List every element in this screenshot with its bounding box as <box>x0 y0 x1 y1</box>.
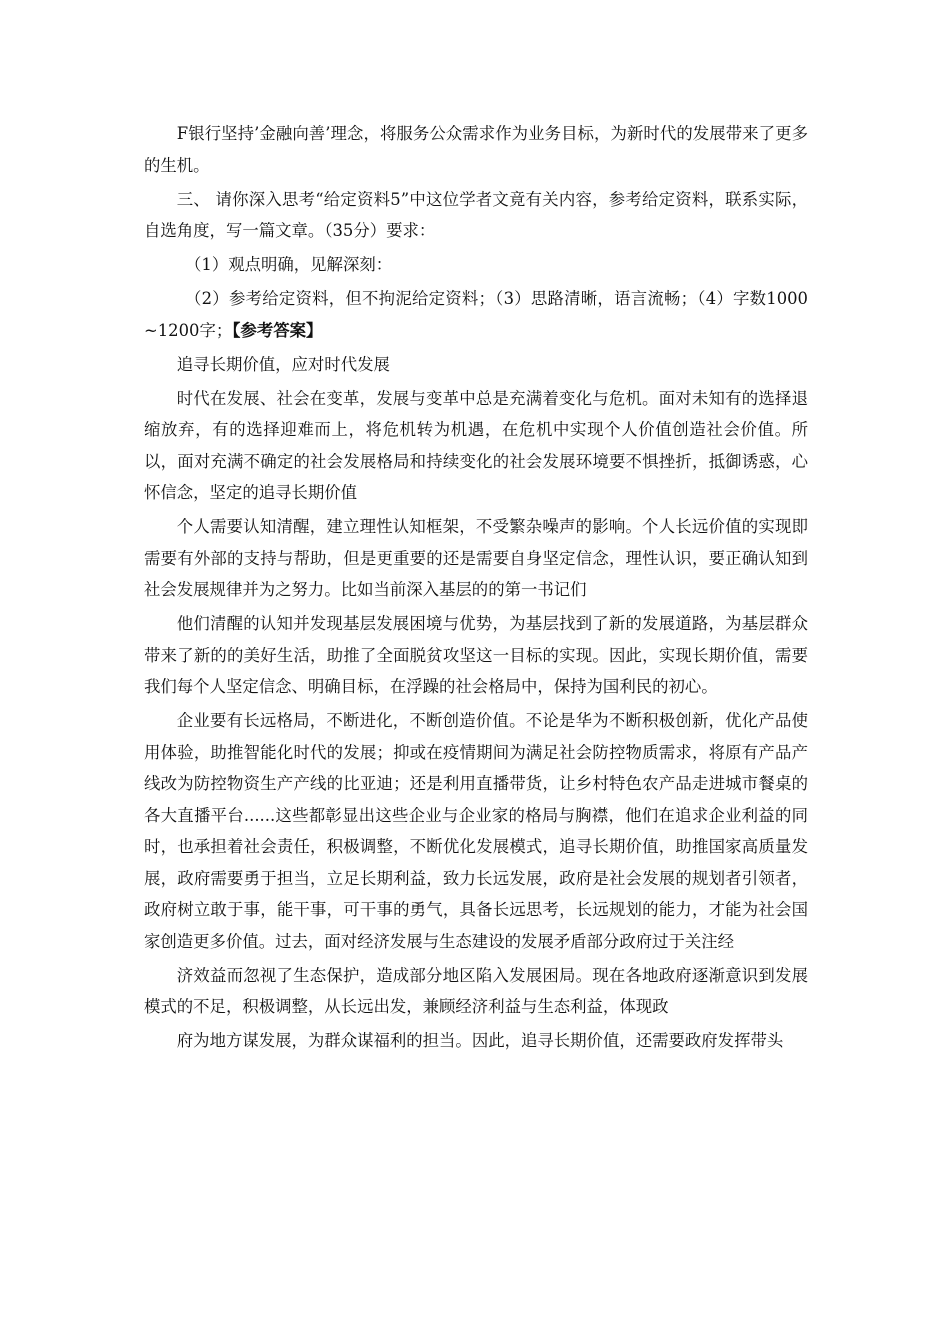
essay-title: 追寻长期价值，应对时代发展 <box>176 354 390 374</box>
essay-paragraph-secretaries: 他们清醒的认知并发现基层发展困境与优势，为基层找到了新的发展道路，为基层群众带来了新的的美好生活，助推了全面脱贫攻坚这一目标的实现。因此，实现长期价值，需要我们每个人坚定信念、明确目标，在浮躁的社会格局中，保持为国利民的初心。 <box>144 614 808 696</box>
requirement-2-4 <box>144 283 808 346</box>
essay-paragraph-ecology: 济效益而忽视了生态保护，造成部分地区陷入发展困局。现在各地政府逐渐意识到发展模式的不足，积极调整，从长远出发，兼顾经济利益与生态利益，体现政 <box>144 965 808 1016</box>
paragraph-question-three: 三、 请你深入思考“给定资料5”中这位学者文竟有关内容，参考给定资料，联系实际，自选角度，写一篇文章。（35分）要求： <box>144 189 808 240</box>
answer-label: 【参考答案】 <box>232 320 323 340</box>
requirement-1: （1）观点明确，见解深刻： <box>185 255 393 274</box>
essay-paragraph-government: 府为地方谋发展，为群众谋福利的担当。因此，追寻长期价值，还需要政府发挥带头 <box>176 1031 784 1050</box>
document-body <box>144 118 808 1059</box>
requirement-2-4-text: （2）参考给定资料，但不拘泥给定资料；（3）思路清晰，语言流畅；（4）字数1000~1200字； <box>144 289 808 340</box>
essay-paragraph-intro: 时代在发展、社会在变革，发展与变革中总是充满着变化与危机。面对未知有的选择退缩放弃，有的选择迎难而上，将危机转为机遇，在危机中实现个人价值创造社会价值。所以，面对充满不确定的社会发展格局和持续变化的社会发展环境要不惧挫折，抵御诱惑，心怀信念，坚定的追寻长期价值 <box>144 388 808 502</box>
essay-paragraph-individual: 个人需要认知清醒，建立理性认知框架，不受繁杂噪声的影响。个人长远价值的实现即需要有外部的支持与帮助，但是更重要的还是需要自身坚定信念，理性认识，要正确认知到社会发展规律并为之努力。比如当前深入基层的的第一书记们 <box>144 517 808 599</box>
paragraph-bank-conclusion: F银行坚持’金融向善’理念，将服务公众需求作为业务目标，为新时代的发展带来了更多的生机。 <box>144 124 808 175</box>
essay-paragraph-enterprise: 企业要有长远格局，不断进化，不断创造价值。不论是华为不断积极创新，优化产品使用体验，助推智能化时代的发展；抑或在疫情期间为满足社会防控物质需求，将原有产品产线改为防控物资生产产线的比亚迪；还是利用直播带货，让乡村特色农产品走进城市餐桌的各大直播平台......这些都彰显出这些企业与企业家的格局与胸襟，他们在追求企业利益的同时，也承担着社会责任，积极调整，不断优化发展模式，追寻长期价值，助推国家高质量发展，政府需要勇于担当，立足长期利益，致力长远发展，政府是社会发展的规划者引领者，政府树立敢于事，能干事，可干事的勇气，具备长远思考，长远规划的能力，才能为社会国家创造更多价值。过去，面对经济发展与生态建设的发展矛盾部分政府过于关注经 <box>144 711 808 951</box>
